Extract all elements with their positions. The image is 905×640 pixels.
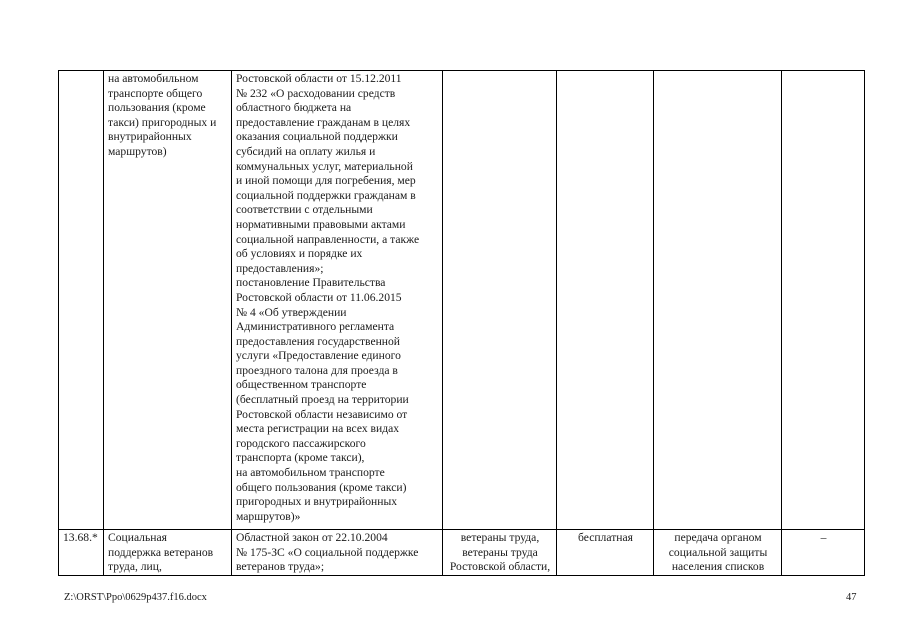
- cell-text-line: коммунальных услуг, материальной: [236, 159, 413, 173]
- table-row-continued: [59, 71, 865, 530]
- page-number: 47: [846, 592, 857, 603]
- cell-text-line: поддержка ветеранов: [108, 545, 214, 559]
- cell-legal-basis: [232, 71, 443, 530]
- cell-text-line: Областной закон от 22.10.2004: [236, 531, 388, 544]
- cell-text-line: населения списков: [671, 560, 765, 574]
- footer-file-path: Z:\ORST\Ppo\0629p437.f16.docx: [64, 592, 207, 603]
- cell-text-line: предоставления»;: [236, 261, 324, 275]
- cell-text-line: постановление Правительства: [236, 276, 386, 290]
- cell-text-line: Ростовской области независимо от: [236, 407, 408, 421]
- cell-text-line: социальной защиты: [668, 545, 768, 559]
- cell-number: 13.68.*: [59, 530, 104, 576]
- cell-text-line: и иной помощи для погребения, мер: [236, 174, 416, 188]
- cell-text-line: транспорте общего: [108, 86, 203, 100]
- cell-text-line: нормативными правовыми актами: [236, 217, 406, 231]
- cell-procedure: [654, 71, 782, 530]
- cell-text-line: Социальная: [108, 531, 167, 544]
- cell-text-line: ветераны труда,: [460, 531, 540, 544]
- cell-recipients: [443, 530, 557, 576]
- cell-text-line: пригородных и внутрирайонных: [236, 495, 398, 509]
- cell-text-line: проездного талона для проезда в: [236, 363, 398, 377]
- cell-text-line: внутрирайонных: [108, 130, 192, 144]
- cell-text-line: бесплатная: [578, 531, 633, 544]
- cell-text-line: Ростовской области,: [449, 560, 551, 574]
- cell-text-line: об условиях и порядке их: [236, 247, 363, 261]
- cell-extra: [782, 530, 865, 576]
- cell-text-line: Ростовской области от 11.06.2015: [236, 290, 402, 304]
- cell-payment: [557, 71, 654, 530]
- cell-text-line: Ростовской области от 15.12.2011: [236, 72, 402, 85]
- cell-service-name: [104, 530, 232, 576]
- cell-text-line: передача органом: [674, 531, 762, 544]
- cell-payment: [557, 530, 654, 576]
- cell-text-line: пользования (кроме: [108, 101, 206, 115]
- cell-text-line: социальной направленности, а также: [236, 232, 420, 246]
- cell-text-line: услуги «Предоставление единого: [236, 349, 401, 363]
- cell-extra: [782, 71, 865, 530]
- table-row-13-68: [59, 530, 865, 576]
- cell-text-line: № 4 «Об утверждении: [236, 305, 347, 319]
- cell-text-line: общего пользования (кроме такси): [236, 480, 407, 494]
- cell-text-line: соответствии с отдельными: [236, 203, 373, 217]
- cell-text-line: (бесплатный проезд на территории: [236, 393, 409, 407]
- cell-text-line: № 175-ЗС «О социальной поддержке: [236, 545, 419, 559]
- cell-text-line: общественном транспорте: [236, 378, 367, 392]
- cell-number: [59, 71, 104, 530]
- cell-text-line: –: [820, 531, 827, 544]
- cell-text-line: оказания социальной поддержки: [236, 130, 398, 144]
- cell-text-line: маршрутов): [108, 144, 167, 158]
- cell-text-line: Административного регламента: [236, 320, 395, 334]
- cell-text-line: транспорта (кроме такси),: [236, 451, 365, 465]
- cell-text-line: маршрутов)»: [236, 509, 301, 523]
- cell-text-line: ветераны труда: [462, 545, 538, 559]
- cell-text-line: предоставление гражданам в целях: [236, 115, 411, 129]
- cell-text-line: предоставления государственной: [236, 334, 400, 348]
- cell-procedure: [654, 530, 782, 576]
- cell-text-line: такси) пригородных и: [108, 115, 217, 129]
- cell-text-line: социальной поддержки гражданам в: [236, 188, 416, 202]
- cell-text-line: на автомобильном: [108, 72, 199, 85]
- cell-legal-basis: [232, 530, 443, 576]
- cell-text-line: ветеранов труда»;: [236, 560, 325, 574]
- cell-text-line: городского пассажирского: [236, 436, 366, 450]
- cell-text-line: областного бюджета на: [236, 101, 352, 115]
- cell-text-line: места регистрации на всех видах: [236, 422, 400, 436]
- cell-text-line: субсидий на оплату жилья и: [236, 144, 376, 158]
- document-table: [58, 70, 865, 576]
- cell-recipients: [443, 71, 557, 530]
- cell-service-name: [104, 71, 232, 530]
- cell-text-line: № 232 «О расходовании средств: [236, 86, 396, 100]
- cell-text-line: на автомобильном транспорте: [236, 466, 385, 480]
- cell-text-line: труда, лиц,: [108, 560, 162, 574]
